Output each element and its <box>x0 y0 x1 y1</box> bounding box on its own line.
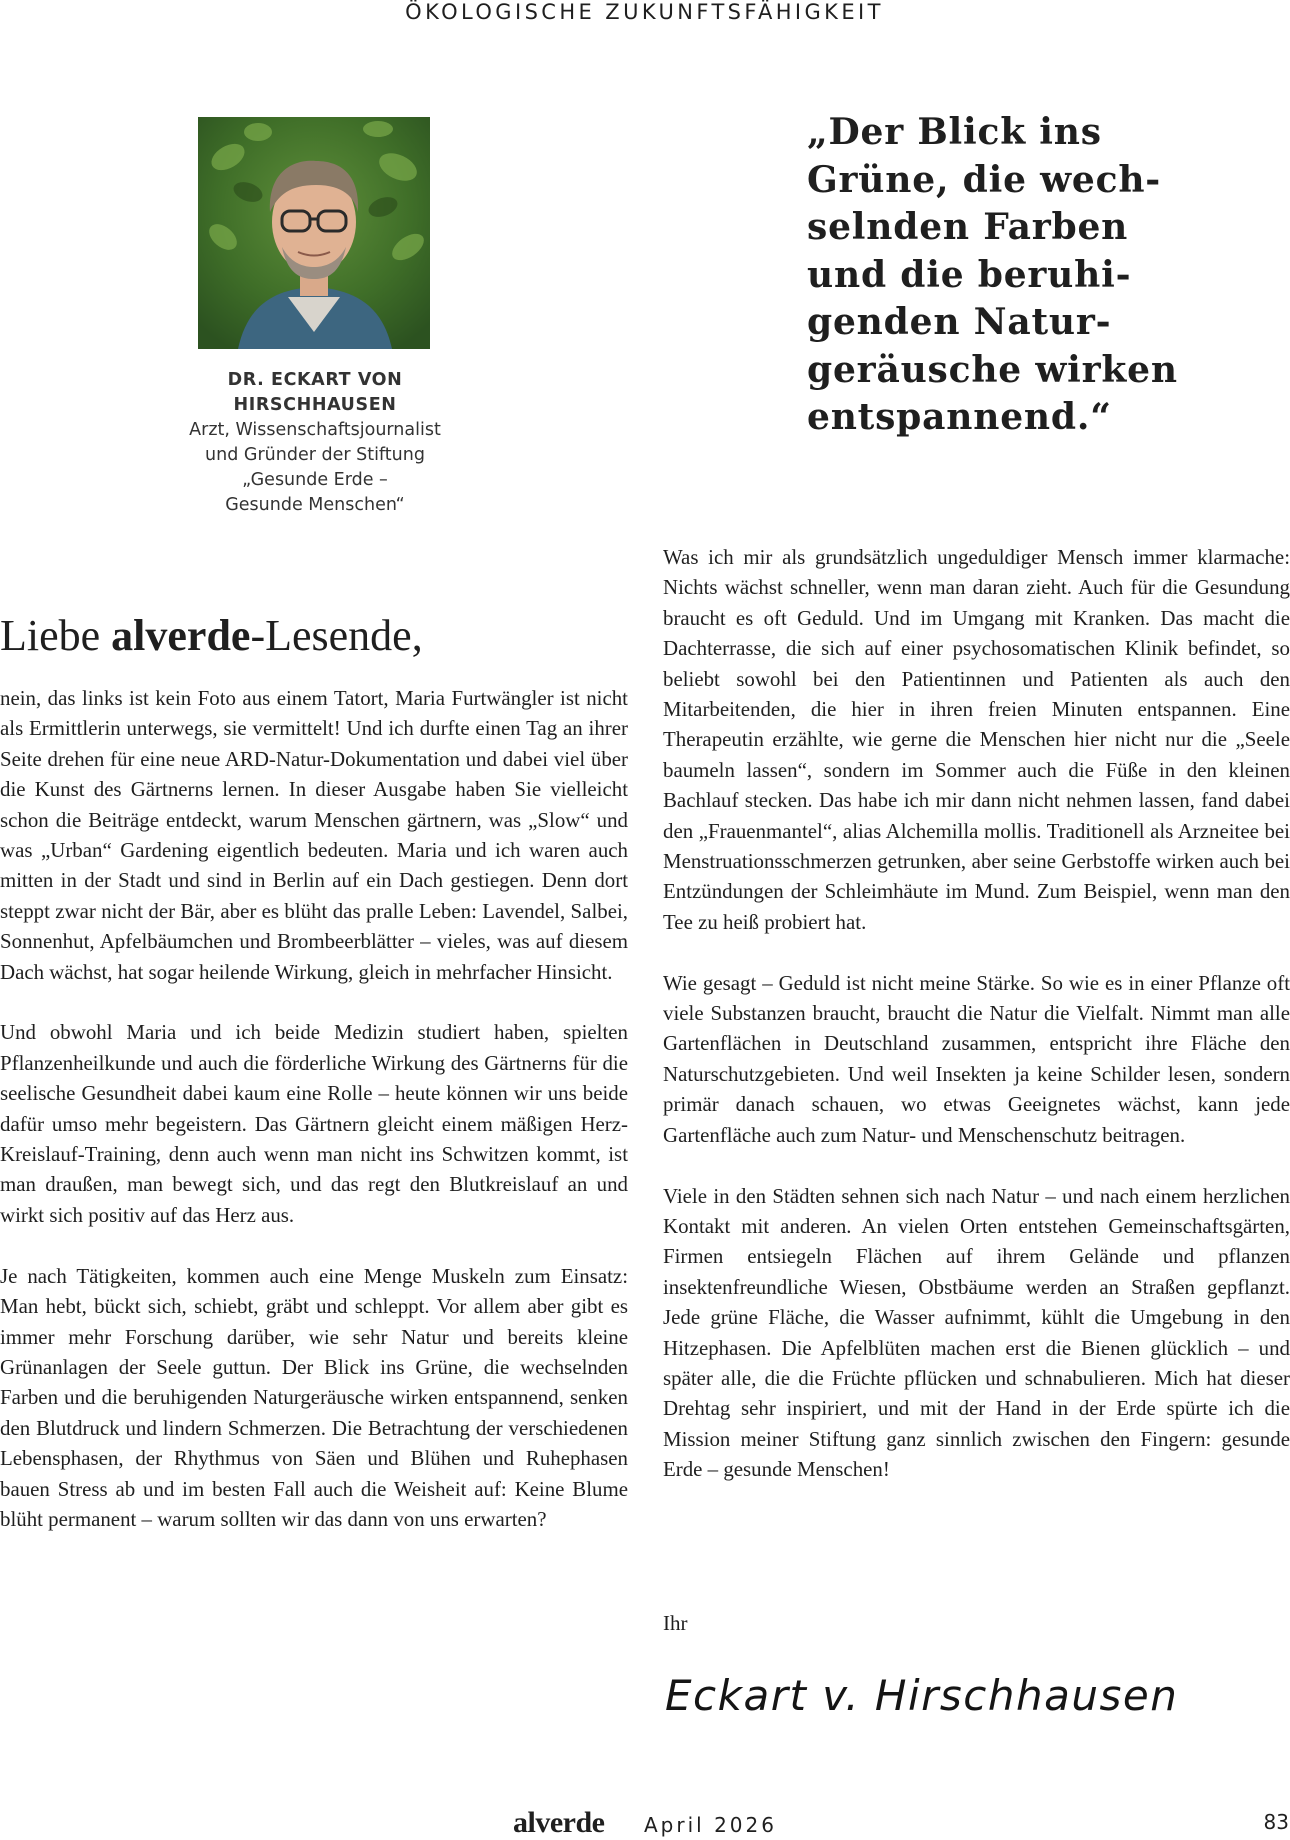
pull-quote-line: entspannend.“ <box>807 396 1112 438</box>
salutation-heading <box>0 610 423 661</box>
handwritten-signature <box>663 1664 1179 1724</box>
section-title: ÖKOLOGISCHE ZUKUNFTSFÄHIGKEIT <box>405 0 884 24</box>
body-paragraph: Viele in den Städten sehnen sich nach Natur – und nach einem herzlichen Kontakt mit anderen. An vielen Orten entstehen Gemeinschaftsgärten, Firmen entsiegeln Flächen auf ihrem Gelände und pflanzen insektenfreundliche Wiesen, Obstbäume werden an Straßen gepflanzt. Jede grüne Fläche, die Wasser aufnimmt, kühlt die Umgebung in den Hitzephasen. Die Apfelblüten machen erst die Bienen glücklich – und später alle, die die Früchte pflücken und schnabulieren. Mich hat dieser Drehtag sehr inspiriert, und mit der Hand in der Erde spürte ich die Mission meiner Stiftung ganz sinnlich zwischen den Fingern: gesunde Erde – gesunde Menschen! <box>663 1183 1290 1482</box>
pull-quote <box>807 109 1257 442</box>
pull-quote-line: selnden Farben <box>807 206 1129 248</box>
author-name-line2: HIRSCHHAUSEN <box>233 395 397 415</box>
pull-quote-line: genden Natur- <box>807 301 1112 343</box>
author-name-line1: DR. ECKART VON <box>227 370 403 390</box>
body-paragraph: Was ich mir als grundsätzlich ungeduldiger Mensch immer klarmache: Nichts wächst schneller, wenn man daran zieht. Auch für die Gesundung braucht es oft Geduld. Und im Umgang mit Kranken. Das macht die Dachterrasse, die sich auf einer psychosomatischen Klinik befindet, so beliebt sowohl bei den Patientinnen und Patienten als auch den Mitarbeitenden, die hier in ihren freien Minuten entspannen. Eine Therapeutin erzählte, wie gerne die Menschen hier nicht nur die „Seele baumeln lassen“, sondern im Sommer auch die Füße in den kleinen Bachlauf stecken. Das habe ich mir dann nicht nehmen lassen, fand dabei den „Frauenmantel“, alias Alchemilla mollis. Traditionell als Arzneitee bei Menstruationsschmerzen getrunken, aber seine Gerbstoffe wirken auch bei Entzündungen der Schleimhäute im Mund. Zum Beispiel, wenn man den Tee zu heiß probiert hat. <box>663 545 1290 934</box>
salutation-prefix: Liebe <box>0 611 112 660</box>
pull-quote-line: Grüne, die wech- <box>807 158 1162 201</box>
portrait-photo <box>198 117 430 349</box>
footer-issue-date: April 2026 <box>644 1813 777 1837</box>
author-role-line: Arzt, Wissenschaftsjournalist <box>189 420 441 440</box>
footer-brand-logo: alverde <box>513 1806 605 1839</box>
author-portrait <box>198 117 430 349</box>
pull-quote-line: „Der Blick ins <box>807 111 1102 153</box>
body-paragraph: Wie gesagt – Geduld ist nicht meine Stärke. So wie es in einer Pflanze oft viele Substanzen braucht, braucht die Natur die Vielfalt. Nimmt man alle Gartenflächen in Deutschland zusammen, entspricht ihre Fläche den Naturschutzgebieten. Und weil Insekten ja keine Schilder lesen, sondern primär danach schauen, wo etwas Geeignetes wächst, kann jede Gartenfläche auch zum Natur- und Menschenschutz beitragen. <box>663 970 1290 1147</box>
pull-quote-line: geräusche wirken <box>807 348 1178 391</box>
author-role-line: „Gesunde Erde – <box>242 470 388 490</box>
author-role-line: und Gründer der Stiftung <box>205 445 425 465</box>
body-paragraph: nein, das links ist kein Foto aus einem Tatort, Maria Furtwängler ist nicht als Ermittlerin unterwegs, sie vermittelt! Und ich durfte einen Tag an ihrer Seite drehen für eine neue ARD-Natur-Dokumentation und dabei viel über die Kunst des Gärtnerns lernen. In dieser Ausgabe haben Sie vielleicht schon die Beiträge entdeckt, warum Menschen gärtnern, was „Slow“ und was „Urban“ Gardening eigentlich bedeuten. Maria und ich waren auch mitten in der Stadt und sind in Berlin auf ein Dach gestiegen. Denn dort steppt zwar nicht der Bär, aber es blüht das pralle Leben: Lavendel, Salbei, Sonnenhut, Apfelbäumchen und Brombeerblätter – vieles, was auf diesem Dach wächst, hat sogar heilende Wirkung, gleich in mehrfacher Hinsicht. <box>0 686 628 984</box>
pull-quote-line: und die beruhi- <box>807 253 1132 296</box>
left-column <box>0 683 628 1565</box>
signature-text: Eckart v. Hirschhausen <box>665 1671 1179 1720</box>
salutation-suffix: -Lesende, <box>250 611 423 660</box>
page-number: 83 <box>1263 1810 1289 1834</box>
body-paragraph: Und obwohl Maria und ich beide Medizin studiert haben, spielten Pflanzenheilkunde und auch die förderliche Wirkung des Gärtnerns für die seelische Gesundheit dabei kaum eine Rolle – heute können wir uns beide dafür umso mehr begeistern. Das Gärtnern gleicht einem mäßigen Herz-Kreislauf-Training, denn auch wenn man nicht ins Schwitzen kommt, ist man draußen, man bewegt sich, und das regt den Blutkreislauf an und wirkt sich positiv auf das Herz aus. <box>0 1020 628 1227</box>
salutation-brand: alverde <box>111 611 251 660</box>
closing-word: Ihr <box>663 1611 688 1635</box>
author-role-line: Gesunde Menschen“ <box>225 495 405 515</box>
right-column <box>663 542 1290 1515</box>
body-paragraph: Je nach Tätigkeiten, kommen auch eine Menge Muskeln zum Einsatz: Man hebt, bückt sich, schiebt, gräbt und schleppt. Vor allem aber gibt es immer mehr Forschung darüber, wie sehr Natur und bereits kleine Grünanlagen der Seele guttun. Der Blick ins Grüne, die wechselnden Farben und die beruhigenden Naturgeräusche wirken entspannend, senken den Blutdruck und lindern Schmerzen. Die Betrachtung der verschiedenen Lebensphasen, der Rhythmus von Säen und Blühen und Ruhephasen bauen Stress ab und im besten Fall auch die Weisheit auf: Keine Blume blüht permanent – warum sollten wir das dann von uns erwarten? <box>0 1263 628 1531</box>
author-caption <box>150 368 480 518</box>
